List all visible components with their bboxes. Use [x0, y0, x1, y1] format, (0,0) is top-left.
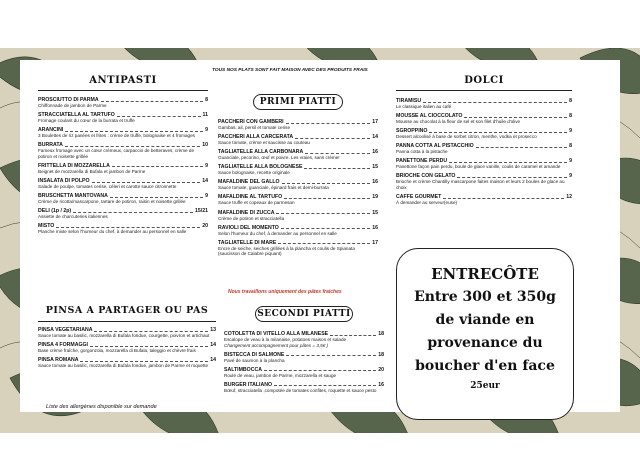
secondi-title: SECONDI PIATTI	[255, 306, 353, 322]
dotted-leader	[281, 225, 370, 230]
menu-item-name: BRUSCHETTA MANTOVANA	[38, 193, 108, 200]
secondi-section	[224, 306, 384, 397]
dotted-leader	[443, 194, 564, 199]
special-line5: boucher d'en face	[415, 358, 555, 374]
menu-item-description: Beignet de mozzarella di Bufala et jambon de Parme	[38, 168, 146, 174]
menu-item-name: TIRAMISU	[396, 98, 422, 104]
dotted-leader	[56, 223, 200, 228]
menu-item-description: Crème de ricotta/mascarpone, tartare de potiron, raisin et noisette grillée	[38, 199, 186, 205]
menu-item-name: RAVIOLI DEL MOMENTO	[218, 224, 279, 231]
menu-item-description: Sauce tomate au basilic, mozzarella di Bufala fondue, courgette, poivron et artichaut	[38, 333, 210, 338]
menu-item	[396, 158, 572, 170]
menu-item-description: Escalope de veau à la milanaise, potatoes maison et salade	[224, 337, 347, 342]
menu-item	[38, 127, 208, 139]
menu-item-price: 16	[378, 381, 384, 388]
menu-item-name: PINSA 4 FORMAGGI	[38, 342, 88, 349]
menu-item-price: 11	[202, 112, 208, 119]
menu-item-description: Crème de potiron et stracciatella	[218, 215, 285, 221]
menu-item	[38, 97, 208, 109]
menu-item-description: Planche mixte selon l'humeur du chef, à demander au personnel en salle	[38, 229, 187, 235]
menu-item-description: Chiffonnade de jambon de Parme	[38, 103, 107, 108]
primi-list	[218, 119, 378, 257]
dotted-leader	[304, 164, 370, 169]
menu-item-description: Dessert alcoolisé à base de sorbet citron, menthe, vodka et prosecco	[396, 134, 537, 140]
menu-item	[224, 352, 384, 364]
menu-item	[38, 223, 208, 235]
menu-item-description: Base crème fraîche, gorgonzola, mozzarella di Bufala, taleggio et chèvre frais	[38, 348, 196, 354]
dotted-leader	[80, 357, 208, 362]
dotted-leader	[65, 127, 203, 132]
menu-item-description: Gambas, ail, persil et tomate cerise	[218, 125, 290, 130]
dotted-leader	[73, 208, 193, 213]
menu-item-price: 9	[569, 158, 572, 165]
menu-item-price: 8	[569, 113, 572, 120]
antipasti-rule	[38, 90, 208, 91]
dotted-leader	[457, 173, 567, 178]
special-line1: ENTRECÔTE	[431, 265, 539, 283]
menu-item-price: 18	[378, 351, 384, 358]
menu-item-price: 15	[372, 209, 378, 216]
dotted-leader	[330, 331, 376, 336]
menu-item-description: Sauce tomate, crème et saucisse au couteau	[218, 140, 310, 146]
menu-item-description: Selon l'humeur du chef, à demander au personnel en salle	[218, 230, 337, 236]
menu-item-description: Assiette de charcuteries italiennes	[38, 214, 108, 220]
menu-item	[38, 342, 216, 354]
primi-note: Nous travaillons uniquement des pâtes fraiches	[228, 289, 342, 295]
menu-item-description: Encre de seiche, seiches grillées à la plancha et coulis de Spianata (saucisson de Calabre piquant)	[218, 245, 355, 257]
dotted-leader	[464, 113, 567, 118]
allergens-note: Liste des allergènes disponible sur demande	[46, 404, 157, 410]
menu-item-price: 16	[372, 224, 378, 231]
antipasti-list	[38, 97, 208, 235]
menu-item-price: 9	[205, 162, 208, 169]
menu-item-price: 15	[372, 164, 378, 171]
menu-item-name: INSALATA DI POLPO	[38, 178, 90, 185]
dotted-leader	[92, 178, 201, 183]
menu-item	[38, 112, 208, 124]
menu-item-price: 9	[205, 193, 208, 200]
dotted-leader	[305, 149, 370, 154]
dolci-title: DOLCI	[464, 75, 504, 86]
pinsa-section	[38, 303, 216, 372]
antipasti-title: ANTIPASTI	[89, 75, 157, 86]
menu-item-name: TAGLIATELLE ALLA CARBONARA	[218, 149, 304, 156]
menu-item-name: PANNA COTTA AL PISTACCHIO	[396, 143, 474, 150]
menu-item	[218, 179, 378, 191]
dotted-leader	[276, 210, 370, 215]
menu-item	[396, 143, 572, 155]
dotted-leader	[264, 367, 376, 372]
menu-item-name: PINSA VEGETARIANA	[38, 327, 93, 333]
menu-item	[38, 208, 208, 220]
menu-item-name: MISTO	[38, 223, 55, 230]
menu-item-price: 12	[566, 194, 572, 201]
menu-item-description: Mousse au chocolat à la fleur de sel et son filet d'huile d'olive	[396, 119, 521, 125]
primi-section	[218, 94, 378, 260]
menu-item-price: 9	[569, 173, 572, 180]
menu-item-price: 14	[372, 134, 378, 141]
dotted-leader	[101, 97, 203, 102]
menu-item-name: PROSCIUTTO DI PARMA	[38, 97, 99, 103]
menu-item	[38, 178, 208, 190]
menu-item-name: PACCHERI ALLA CARCERATA	[218, 134, 294, 141]
menu-item-description: Fameux fromage avec un cœur crémeux, carpaccio de betteraves, crème de potiron et noisette grillée	[38, 148, 194, 159]
menu-item-price: 10	[202, 142, 208, 149]
menu-item-price: 8	[569, 143, 572, 150]
menu-item-description: Sauce tomate, guanciale, épinard frais et demi-burrata	[218, 185, 329, 191]
menu-item-price: 18	[378, 331, 384, 337]
dotted-leader	[295, 134, 370, 139]
menu-item-description: Pavé de saumon à la plancha	[224, 357, 285, 363]
dolci-list	[396, 98, 572, 206]
menu-item	[38, 357, 216, 369]
menu-item	[218, 225, 378, 237]
menu-item-description: Salade de poulpe, tomates cerise, céleri et carotte sauce citronnette	[38, 184, 177, 190]
entrecote-special-box	[396, 248, 574, 420]
menu-item	[218, 210, 378, 222]
dotted-leader	[423, 98, 567, 103]
special-price: 25eur	[470, 381, 500, 391]
menu-item-name: FRITTELLA DI MOZZARELLA	[38, 162, 110, 169]
header-note: TOUS NOS PLATS SONT FAIT MAISON AVEC DES PRODUITS FRAIS	[212, 68, 368, 73]
menu-item	[396, 194, 572, 206]
menu-item-description: Sauce tomate au basilic, mozzarella di Bufala fondue, jambon de Parme et roquette	[38, 363, 209, 369]
menu-item-description: Panettone façon pain perdu, boule de glace vanille, coulis de caramel et amande	[396, 164, 561, 170]
menu-item-name: CAFFE GOURMET	[396, 194, 442, 201]
menu-item	[38, 327, 216, 339]
menu-item-price: 9	[569, 128, 572, 135]
menu-item-name: STRACCIATELLA AL TARTUFO	[38, 112, 115, 119]
special-line4: provenance du	[427, 335, 543, 351]
menu-item-name: BRIOCHE CON GELATO	[396, 173, 456, 180]
menu-item-description: Roulé de veau, jambon de Parme, mozzarella et sauge	[224, 372, 337, 378]
menu-item-price: 13	[210, 327, 216, 333]
special-line3: de viande en	[435, 312, 535, 328]
dolci-section	[396, 70, 572, 209]
dotted-leader	[449, 158, 567, 163]
dotted-leader	[476, 143, 567, 148]
menu-item-name: BURGER ITALIANO	[224, 381, 273, 388]
menu-item-price: 16	[372, 179, 378, 186]
menu-item-price: 19	[372, 194, 378, 201]
menu-item	[224, 331, 384, 348]
pinsa-title: PINSA A PARTAGER OU PAS	[45, 305, 209, 316]
menu-item	[396, 98, 572, 110]
menu-item-price: 9	[205, 127, 208, 134]
menu-item-name: MAFALDINE DI ZUCCA	[218, 209, 275, 216]
menu-item-name: PACCHERI CON GAMBERI	[218, 119, 284, 125]
dotted-leader	[282, 179, 371, 184]
menu-item-price: 20	[202, 223, 208, 230]
menu-item-description: 3 Boulettes de riz panées et frites : crème de truffe, bolognaise et 4 fromages	[38, 133, 195, 139]
menu-item-name: DELI (1p / 2p)	[38, 208, 72, 215]
dotted-leader	[65, 142, 200, 147]
antipasti-section	[38, 70, 208, 238]
menu-item-price: 14	[210, 357, 216, 364]
dotted-leader	[94, 327, 208, 332]
menu-item	[396, 173, 572, 190]
menu-item-name: TAGLIATELLE ALLA BOLOGNESE	[218, 164, 303, 171]
menu-item-description: Fromage coulant du cœur de la burrata et truffe	[38, 118, 135, 124]
menu-item-name: ARANCINI	[38, 127, 64, 134]
menu-item-description: Guanciale, pecorino, œuf et poivre. Les vraies, sans crème!	[218, 155, 340, 161]
pinsa-rule	[38, 321, 216, 322]
menu-item-price: 17	[372, 119, 378, 125]
menu-item-extra: Changement accompagnement pour pâtes = 3,5€ )	[224, 342, 329, 348]
menu-item-name: SALTIMBOCCA	[224, 366, 262, 373]
dotted-leader	[286, 352, 376, 357]
menu-item-name: MAFALDINE DEL GALLO	[218, 179, 280, 186]
menu-item-price: 16	[372, 149, 378, 156]
menu-item-description: Sauce bolognaise, recette originale	[218, 170, 290, 176]
menu-item-price: 17	[372, 239, 378, 246]
dotted-leader	[429, 128, 567, 133]
menu-item-name: PANETTONE PERDU	[396, 158, 448, 165]
primi-title: PRIMI PIATTI	[253, 94, 343, 110]
menu-item-description: Bœuf, stracciatella ,compotée de tomates confites, roquette et sauce pesto	[224, 387, 377, 393]
menu-item-name: MAFALDINE AL TARTUFO	[218, 194, 283, 201]
pinsa-list	[38, 327, 216, 369]
menu-item	[218, 164, 378, 176]
menu-item	[224, 367, 384, 379]
menu-item-price: 14	[202, 178, 208, 185]
secondi-list	[224, 331, 384, 393]
menu-item-description: Sauce truffe et copeaux de parmesan	[218, 200, 295, 206]
dotted-leader	[284, 194, 370, 199]
dotted-leader	[117, 112, 201, 117]
dotted-leader	[274, 382, 376, 387]
menu-item	[224, 382, 384, 394]
menu-item	[218, 119, 378, 131]
menu-item	[396, 113, 572, 125]
menu-item-price: 8	[569, 98, 572, 104]
menu-item	[218, 240, 378, 257]
menu-item-description: À demander au serveur(euse)	[396, 200, 458, 206]
menu-item-price: 15/21	[195, 208, 208, 215]
menu-item	[218, 194, 378, 206]
menu-item	[396, 128, 572, 140]
menu-item	[38, 142, 208, 159]
menu-item-description: Panna cotta à la pistache	[396, 149, 448, 155]
menu-item	[38, 193, 208, 205]
menu-item-name: BURRATA	[38, 142, 63, 149]
dotted-leader	[112, 163, 203, 168]
menu-item-price: 14	[210, 342, 216, 349]
dotted-leader	[90, 342, 208, 347]
menu-item	[38, 163, 208, 175]
dotted-leader	[110, 193, 203, 198]
menu-item-name: PINSA ROMANA	[38, 357, 79, 364]
menu-item-description: Brioche et crème Chantilly mascarpone faites maison et leurs 2 boules de glace au choix	[396, 179, 565, 191]
dotted-leader	[278, 240, 370, 245]
menu-item-name: MOUSSE AL CIOCCOLATO	[396, 113, 463, 120]
menu-item-name: BISTECCA DI SALMONE	[224, 351, 285, 358]
menu-item-name: SGROPPINO	[396, 128, 428, 135]
menu-item-description: Le classique italien au café	[396, 104, 452, 109]
special-line2: Entre 300 et 350g	[414, 289, 556, 305]
menu-item	[218, 149, 378, 161]
menu-item-price: 8	[205, 97, 208, 103]
dotted-leader	[286, 119, 371, 124]
menu-item-name: TAGLIATELLE DI MARE	[218, 239, 277, 246]
menu-item-name: COTOLETTA DI VITELLO ALLA MILANESE	[224, 331, 329, 337]
menu-item	[218, 134, 378, 146]
menu-item-price: 20	[378, 366, 384, 373]
dolci-rule	[396, 90, 572, 91]
